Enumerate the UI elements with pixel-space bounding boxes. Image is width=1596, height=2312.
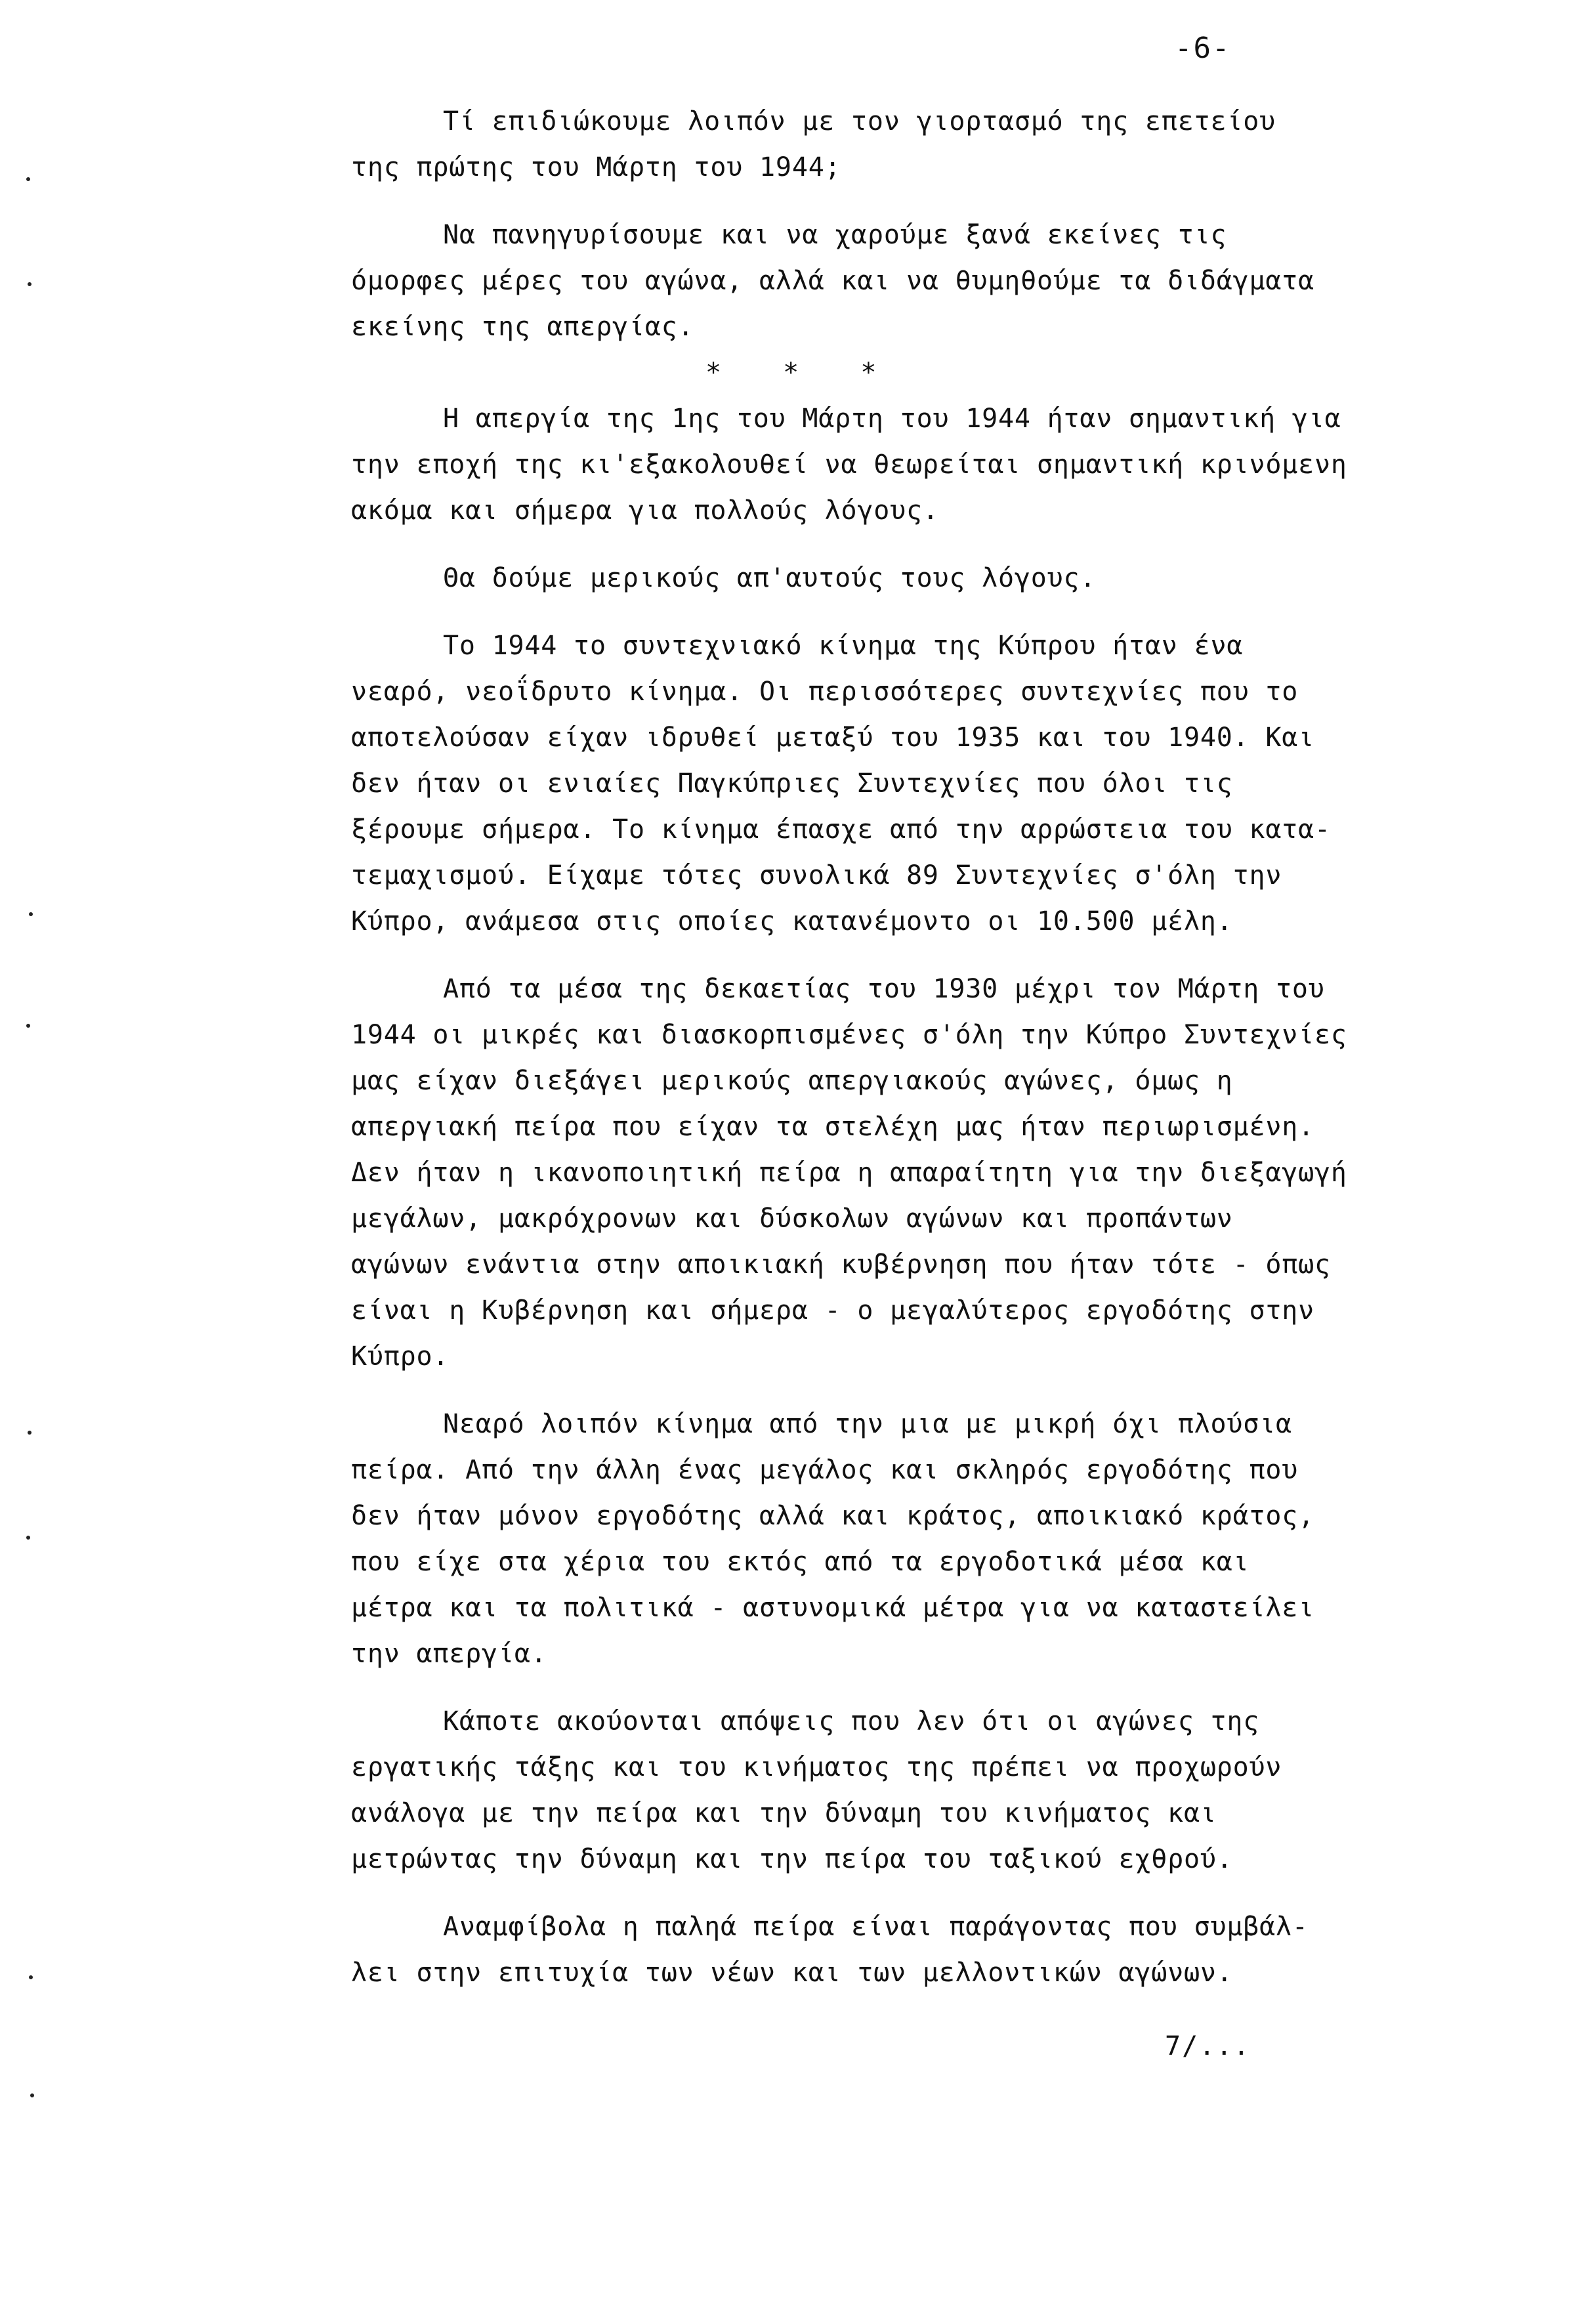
text-line: αγώνων ενάντια στην αποικιακή κυβέρνηση που ήταν τότε - όπως (351, 1250, 1331, 1280)
page-number: -6- (1175, 32, 1231, 65)
text-line: πείρα. Από την άλλη ένας μεγάλος και σκληρός εργοδότης που (351, 1455, 1299, 1485)
text-line: ακόμα και σήμερα για πολλούς λόγους. (351, 495, 939, 526)
text-line: ανάλογα με την πείρα και την δύναμη του κινήματος και (351, 1798, 1217, 1828)
paragraph-7 (351, 1401, 1506, 1677)
text-line: την απεργία. (351, 1639, 547, 1669)
paragraph-1 (351, 98, 1506, 190)
text-line: αποτελούσαν είχαν ιδρυθεί μεταξύ του 1935 και του 1940. Και (351, 723, 1315, 753)
text-line: εργατικής τάξης και του κινήματος της πρέπει να προχωρούν (351, 1752, 1282, 1782)
scan-speck (30, 2093, 34, 2097)
paragraph-2 (351, 212, 1506, 350)
text-line: δεν ήταν οι ενιαίες Παγκύπριες Συντεχνίες που όλοι τις (351, 768, 1233, 799)
scan-speck (28, 1431, 32, 1435)
text-line: 1944 οι μικρές και διασκορπισμένες σ'όλη την Κύπρο Συντεχνίες (351, 1020, 1347, 1050)
scan-speck (26, 1024, 30, 1028)
section-separator: * * * (705, 358, 877, 388)
text-line: Το 1944 το συντεχνιακό κίνημα της Κύπρου ήταν ένα (443, 631, 1244, 661)
scan-speck (26, 1536, 30, 1540)
text-line: της πρώτης του Μάρτη του 1944; (351, 152, 841, 182)
continuation-marker: 7/... (1165, 2031, 1251, 2061)
text-line: δεν ήταν μόνον εργοδότης αλλά και κράτος, αποικιακό κράτος, (351, 1501, 1315, 1531)
scan-speck (29, 912, 33, 916)
scan-speck (29, 1975, 33, 1979)
text-line: Αναμφίβολα η παληά πείρα είναι παράγοντας που συμβάλ- (443, 1912, 1309, 1942)
text-line: όμορφες μέρες του αγώνα, αλλά και να θυμηθούμε τα διδάγματα (351, 266, 1315, 296)
text-line: Κύπρο. (351, 1341, 450, 1372)
text-line: νεαρό, νεοΐδρυτο κίνημα. Οι περισσότερες συντεχνίες που το (351, 677, 1299, 707)
text-line: μεγάλων, μακρόχρονων και δύσκολων αγώνων και προπάντων (351, 1204, 1233, 1234)
text-line: που είχε στα χέρια του εκτός από τα εργοδοτικά μέσα και (351, 1547, 1250, 1577)
text-line: μετρώντας την δύναμη και την πείρα του ταξικού εχθρού. (351, 1844, 1233, 1874)
paragraph-4 (351, 555, 1506, 601)
text-line: Από τα μέσα της δεκαετίας του 1930 μέχρι τον Μάρτη του (443, 974, 1325, 1004)
text-line: τεμαχισμού. Είχαμε τότες συνολικά 89 Συντεχνίες σ'όλη την (351, 860, 1282, 891)
text-line: ξέρουμε σήμερα. Το κίνημα έπασχε από την αρρώστεια του κατα- (351, 814, 1331, 845)
text-line: εκείνης της απεργίας. (351, 312, 694, 342)
paragraph-3 (351, 396, 1506, 534)
text-line: Η απεργία της 1ης του Μάρτη του 1944 ήταν σημαντική για (443, 404, 1341, 434)
text-line: Κάποτε ακούονται απόψεις που λεν ότι οι αγώνες της (443, 1706, 1260, 1736)
paragraph-5 (351, 623, 1506, 944)
text-line: Δεν ήταν η ικανοποιητική πείρα η απαραίτητη για την διεξαγωγή (351, 1158, 1347, 1188)
text-line: μέτρα και τα πολιτικά - αστυνομικά μέτρα για να καταστείλει (351, 1593, 1315, 1623)
text-line: Να πανηγυρίσουμε και να χαρούμε ξανά εκείνες τις (443, 220, 1227, 250)
paragraph-6 (351, 966, 1506, 1379)
scan-speck (28, 282, 32, 286)
text-line: είναι η Κυβέρνηση και σήμερα - ο μεγαλύτερος εργοδότης στην (351, 1295, 1315, 1326)
text-line: Κύπρο, ανάμεσα στις οποίες κατανέμοντο οι 10.500 μέλη. (351, 906, 1233, 936)
text-line: λει στην επιτυχία των νέων και των μελλοντικών αγώνων. (351, 1958, 1233, 1988)
text-line: την εποχή της κι'εξακολουθεί να θεωρείται σημαντική κρινόμενη (351, 450, 1347, 480)
paragraph-9 (351, 1904, 1506, 1996)
text-line: Θα δούμε μερικούς απ'αυτούς τους λόγους. (443, 563, 1097, 593)
body-text (351, 98, 1506, 1996)
text-line: μας είχαν διεξάγει μερικούς απεργιακούς αγώνες, όμως η (351, 1066, 1233, 1096)
text-line: απεργιακή πείρα που είχαν τα στελέχη μας ήταν περιωρισμένη. (351, 1112, 1315, 1142)
paragraph-8 (351, 1698, 1506, 1882)
scan-speck (26, 177, 30, 181)
text-line: Νεαρό λοιπόν κίνημα από την μια με μικρή όχι πλούσια (443, 1409, 1292, 1439)
text-line: Τί επιδιώκουμε λοιπόν με τον γιορτασμό της επετείου (443, 106, 1276, 137)
